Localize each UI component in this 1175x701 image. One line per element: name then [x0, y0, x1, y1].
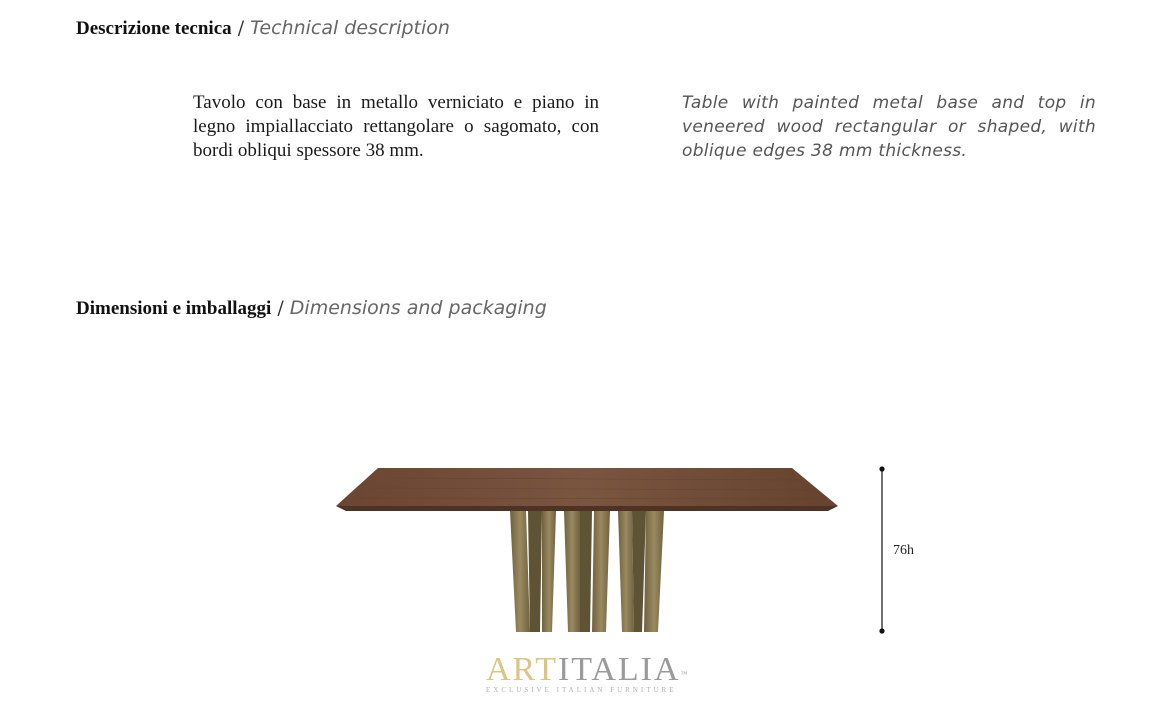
heading-separator: / — [237, 17, 245, 39]
height-dimension-line — [876, 465, 888, 637]
heading-title-it: Dimensioni e imballaggi — [76, 298, 272, 319]
height-dimension-label: 76h — [893, 543, 914, 558]
heading-separator: / — [277, 297, 284, 319]
section-heading-dimensions — [76, 297, 547, 320]
logo-wordmark — [486, 652, 696, 688]
table-base — [510, 511, 664, 632]
table-top — [336, 468, 838, 511]
artitalia-logo — [486, 652, 696, 694]
table-product-image — [330, 460, 850, 640]
description-text-italian: Tavolo con base in metallo verniciato e piano in legno impiallacciato rettangolare o sagomato, con bordi obliqui spessore 38 mm. — [193, 92, 599, 161]
heading-title-en: Dimensions and packaging — [289, 297, 547, 319]
heading-title-en: Technical description — [250, 17, 450, 39]
description-text-english: Table with painted metal base and top in veneered wood rectangular or shaped, with oblique edges 38 mm thickness. — [682, 93, 1096, 161]
logo-italia: ITALIA — [557, 651, 681, 688]
heading-title-it: Descrizione tecnica — [76, 18, 232, 39]
logo-tagline: EXCLUSIVE ITALIAN FURNITURE — [486, 686, 677, 694]
section-heading-description — [76, 17, 450, 40]
logo-art: ART — [486, 651, 558, 688]
logo-trademark: ™ — [680, 670, 690, 678]
